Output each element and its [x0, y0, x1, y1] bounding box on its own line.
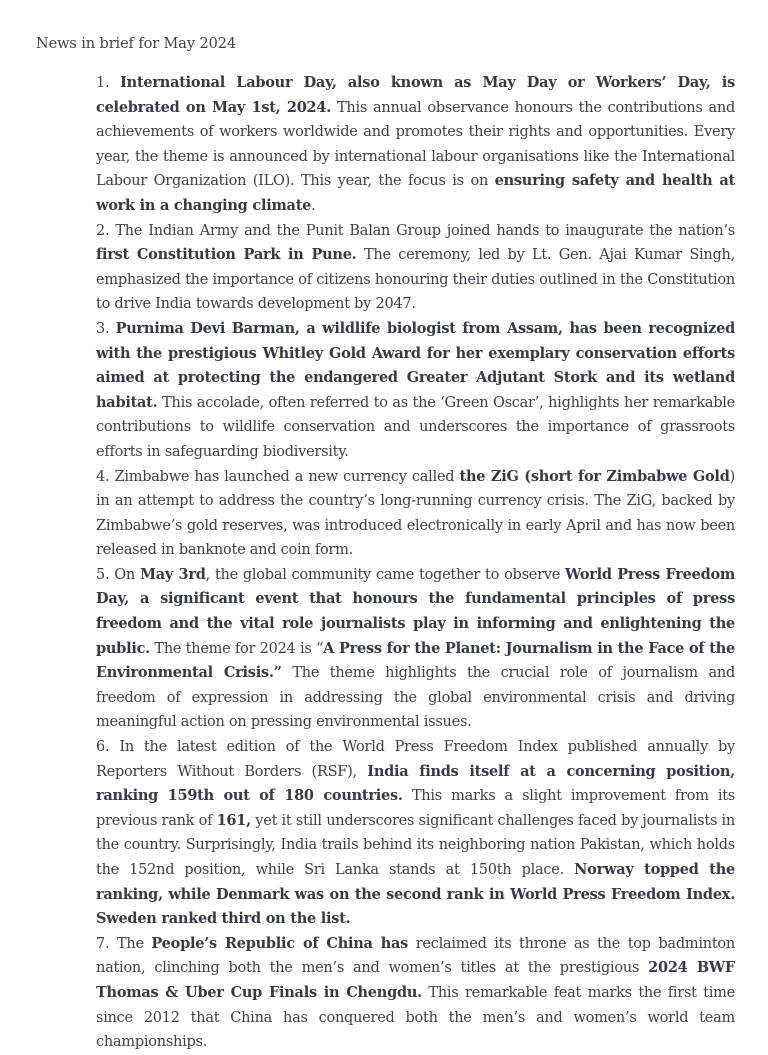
bold-text: May 3rd: [139, 565, 206, 583]
text: reclaimed its throne as the top badminton nation, clinching both the men’s and women’s titles at the prestigious: [96, 935, 735, 977]
text: 2. The Indian Army and the Punit Balan Group joined hands to inaugurate the nation’s: [96, 222, 735, 239]
text: This marks a slight improvement from its previous rank of: [96, 788, 735, 829]
text: This annual observance honours the contributions and achievements of workers worldwide and promotes their rights and opportunities. Every year, the theme is announced by international labour organisations like the International Labour Organization (ILO). This year, the focus is on: [96, 99, 735, 190]
news-list: [96, 71, 735, 1055]
news-item: [96, 735, 735, 932]
bold-text: first Constitution Park in Pune.: [96, 246, 357, 264]
bold-text: A Press for the Planet: Journalism in the Face of the Environmental Crisis.”: [96, 639, 735, 682]
text: 6. In the latest edition of the World Press Freedom Index published annually by Reporters Without Borders (RSF),: [96, 739, 735, 780]
text: The theme for 2024 is “: [149, 640, 324, 657]
document-title: News in brief for May 2024: [36, 36, 236, 52]
text: 3.: [96, 320, 116, 337]
text: The ceremony, led by Lt. Gen. Ajai Kumar Singh, emphasized the importance of citizens honouring their duties outlined in the Constitution to drive India towards development by 2047.: [96, 247, 735, 313]
text: .: [311, 197, 316, 214]
news-item: [96, 932, 735, 1055]
bold-text: International Labour Day, also known as May Day or Workers’ Day, is celebrated on May 1st, 2024.: [96, 74, 735, 116]
text: 7. The: [96, 935, 152, 952]
news-item: [96, 71, 735, 219]
bold-text: 2024 BWF Thomas & Uber Cup Finals in Chengdu.: [96, 959, 735, 1001]
text: This accolade, often referred to as the ‘Green Oscar’, highlights her remarkable contributions to wildlife conservation and underscores the importance of grassroots efforts in safeguarding biodiversity.: [96, 394, 735, 460]
news-item: [96, 317, 735, 465]
news-item: [96, 563, 735, 735]
bold-text: 161,: [216, 811, 251, 829]
text: 1.: [96, 75, 121, 91]
bold-text: India finds itself at a concerning position, ranking 159th out of 180 countries.: [96, 762, 735, 805]
text: 5. On: [96, 566, 140, 583]
bold-text: Norway topped the ranking, while Denmark was on the second rank in World Press Freedom Index. Sweden ranked third on the list.: [96, 861, 735, 928]
text: yet it still underscores significant challenges faced by journalists in the country. Surprisingly, India trails behind its neighboring nation Pakistan, which holds the 152nd position, while Sri Lanka stands at 150th place.: [96, 812, 735, 878]
text: ) in an attempt to address the country’s long-running currency crisis. The ZiG, backed by Zimbabwe’s gold reserves, was introduced electronically in early April and has now been released in banknote and coin form.: [96, 468, 735, 559]
news-item: [96, 465, 735, 563]
text: , the global community came together to observe: [205, 566, 566, 583]
bold-text: People’s Republic of China has: [151, 934, 409, 952]
news-item: [96, 219, 735, 317]
text: The theme highlights the crucial role of journalism and freedom of expression in addressing the global environmental crisis and driving meaningful action on pressing environmental issues.: [96, 665, 735, 731]
text: 4. Zimbabwe has launched a new currency called: [96, 468, 460, 485]
text: This remarkable feat marks the first time since 2012 that China has conquered both the men’s and women’s world team championships.: [96, 984, 735, 1051]
bold-text: Purnima Devi Barman, a wildlife biologist from Assam, has been recognized with the prestigious Whitley Gold Award for her exemplary conservation efforts aimed at protecting the endangered Greater Adjutant Stork and its wetland habitat.: [96, 319, 735, 411]
bold-text: World Press Freedom Day, a significant event that honours the fundamental principles of press freedom and the vital role journalists play in informing and enlightening the public.: [96, 565, 735, 657]
bold-text: the ZiG (short for Zimbabwe Gold: [459, 467, 730, 485]
bold-text: ensuring safety and health at work in a changing climate: [96, 172, 735, 214]
